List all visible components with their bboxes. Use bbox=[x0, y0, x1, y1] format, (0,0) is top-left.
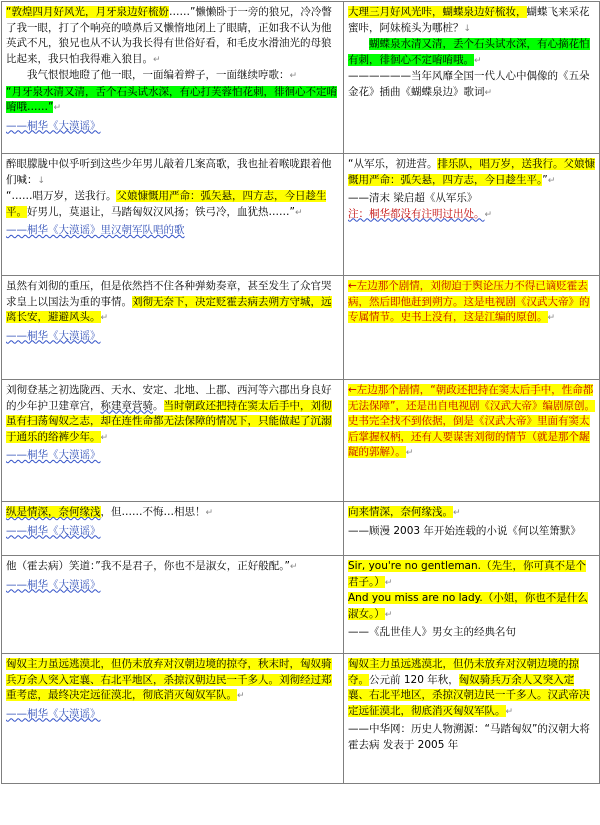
return-mark: ↵ bbox=[505, 706, 514, 717]
down-mark: ↓ bbox=[37, 175, 46, 186]
text: 醉眼朦胧中似乎听到这些少年男儿敲着几案高歌，我也扯着喉咙跟着他们喊： bbox=[6, 158, 332, 186]
return-mark: ↵ bbox=[474, 55, 482, 66]
highlight-yellow: 匈奴主力虽远逃漠北，但仍未放弃对汉朝边境的掠夺，秋末时，匈奴骑兵万余人突入定襄、右北平地区，杀掠汉朝边民一千多人。刘彻经过郑重考虑，最终决定远征漠北，彻底消灭匈奴军队。 bbox=[6, 658, 332, 701]
return-mark: ↵ bbox=[53, 103, 61, 113]
source-line: ——《乱世佳人》男女主的经典名句 bbox=[348, 626, 516, 638]
source-line: ——顾漫 2003 年开始连载的小说《何以笙箫默》 bbox=[348, 524, 581, 537]
table-cell-right bbox=[344, 276, 600, 380]
return-mark: ↵ bbox=[547, 175, 556, 186]
return-mark: ↵ bbox=[289, 562, 298, 572]
text: 虽然有刘彻的重压，但是依然挡不住各种弹劾奏章，甚至发生了众官哭求皇上以国法为重的事情。 bbox=[6, 280, 332, 308]
table-cell-right bbox=[344, 502, 600, 556]
text: 。 bbox=[153, 399, 164, 412]
paragraph bbox=[6, 68, 339, 85]
text: 他（霍去病）笑道：”我不是君子，你也不是淑女，正好般配。” bbox=[6, 560, 290, 572]
highlight-yellow: And you miss are no lady.（小姐，你也不是什么淑女。） bbox=[348, 592, 588, 620]
highlight-green: “月牙泉水清又清，舌个石头试水深，有心打芙蓉怕花刺，徘徊心不定唷唷哦……” bbox=[6, 85, 337, 113]
return-mark: ↵ bbox=[100, 313, 109, 323]
paragraph bbox=[348, 657, 595, 720]
table-cell-left bbox=[2, 154, 344, 276]
text: 蝴蝶飞来采花蜜咔，阿妹梳头为哪桩？ bbox=[348, 6, 590, 34]
return-mark: ↵ bbox=[205, 508, 214, 518]
source-line: ——桐华《大漠谣》 bbox=[6, 578, 101, 591]
highlight-yellow: 匈奴主力虽远逃漠北，但仍未放弃对汉朝边境的掠夺。 bbox=[348, 658, 579, 686]
paragraph bbox=[348, 157, 595, 189]
table-row bbox=[2, 654, 600, 784]
highlight-note: ←左边那个剧情，刘彻迫于舆论压力不得已谪贬霍去病，然后即他赶到朔方。这是电视剧《汉武大帝》的专属情节。史书上没有，这是江编的原创。 bbox=[348, 280, 590, 323]
paragraph bbox=[348, 279, 595, 327]
paragraph bbox=[6, 189, 339, 221]
table-row bbox=[2, 380, 600, 502]
source-line: ——清末 梁启超《从军乐》 bbox=[348, 192, 478, 204]
return-mark: ↵ bbox=[100, 432, 109, 443]
table-cell-left bbox=[2, 502, 344, 556]
table-cell-left bbox=[2, 556, 344, 654]
source-text: ——桐华《大漠谣》里汉朝军队唱的歌 bbox=[6, 224, 185, 236]
text: 我气恨恨地瞪了他一眼，一面编着辫子，一面继续哼歌： bbox=[27, 69, 290, 81]
table-row bbox=[2, 502, 600, 556]
return-mark: ↵ bbox=[237, 691, 245, 701]
table-cell-right bbox=[344, 2, 600, 154]
source-line: ——桐华《大漠谣》 bbox=[6, 524, 101, 537]
table-cell-left bbox=[2, 654, 344, 784]
source-line: ——桐华《大漠谣》 bbox=[6, 329, 101, 342]
highlight-yellow: 当时朝政还把持在窦太后手中，刘彻虽有扫荡匈奴之志，却在连性命都无法保障的情况下，只能做起了沉溺于通乐的绤裤少年。 bbox=[6, 399, 332, 443]
return-mark: ↵ bbox=[484, 87, 493, 98]
paragraph bbox=[6, 5, 339, 68]
return-mark: ↵ bbox=[547, 313, 556, 323]
comparison-table bbox=[1, 1, 600, 784]
table-row bbox=[2, 276, 600, 380]
return-mark: ↵ bbox=[484, 209, 493, 220]
table-cell-right bbox=[344, 556, 600, 654]
down-mark: ↓ bbox=[463, 23, 472, 34]
highlight-yellow: 排乐队，唱万岁，送我行。父娘慷慨用严命：弧矢悬，四方志，今日趁生平。 bbox=[348, 158, 595, 186]
paragraph bbox=[348, 591, 595, 623]
underlined-text: 称建章营骑 bbox=[100, 399, 153, 412]
return-mark: ↵ bbox=[384, 577, 393, 588]
table-cell-right bbox=[344, 380, 600, 502]
paragraph bbox=[6, 383, 339, 446]
table-row bbox=[2, 154, 600, 276]
paragraph bbox=[6, 657, 339, 705]
paragraph bbox=[6, 85, 339, 117]
paragraph bbox=[348, 37, 595, 69]
table-row bbox=[2, 556, 600, 654]
return-mark: ↵ bbox=[453, 508, 461, 518]
return-mark: ↵ bbox=[153, 54, 161, 65]
paragraph bbox=[348, 383, 595, 462]
source-line: ——桐华《大漠谣》 bbox=[6, 449, 101, 461]
table-cell-right bbox=[344, 154, 600, 276]
source-line bbox=[6, 223, 339, 239]
paragraph bbox=[348, 505, 595, 522]
text: “……唱万岁，送我行。 bbox=[6, 190, 117, 202]
table-cell-left bbox=[2, 2, 344, 154]
table-cell-left bbox=[2, 276, 344, 380]
paragraph bbox=[348, 5, 595, 37]
table-row bbox=[2, 2, 600, 154]
return-mark: ↵ bbox=[289, 71, 298, 81]
return-mark: ↵ bbox=[294, 207, 303, 218]
highlight-note: ←左边那个剧情，“朝政还把持在窦太后手中，性命都无法保障”，还是出自电视剧《汉武大帝》编剧原创。史书完全找不到依据，倒是《汉武大帝》里面有窦太后掌握权柄，还有人要谋害刘彻的情节（就是那个龌龊的郭解）。 bbox=[348, 384, 595, 458]
highlight-yellow: 匈奴骑兵万余人又突入定襄、右北平地区，杀掠汉朝边民一千多人。汉武帝决定远征漠北，彻底消灭匈奴军队。 bbox=[348, 673, 590, 717]
return-mark: ↵ bbox=[405, 448, 414, 458]
paragraph bbox=[348, 559, 595, 591]
text: ——————当年风靡全国一代人心中偶像的《五朵金花》插曲《蝴蝶泉边》歌词 bbox=[348, 70, 590, 98]
highlight-yellow: 父娘慷慨用严命：弧矢悬，四方志，今日趁生平。 bbox=[6, 190, 327, 218]
text: ……”懒懒卧于一旁的狼兄，冷冷瞥了我一眼，打了个响亮的喷鼻后又懒惰地闭上了眼睛，正如我不认为他英武不凡，狼兄也从不认为我长得有世俗好看，和毛皮水滑油光的母狼比起来，我只怕我得难入狼目。 bbox=[6, 6, 332, 65]
paragraph bbox=[348, 69, 595, 101]
table-cell-right bbox=[344, 654, 600, 784]
text: ” bbox=[542, 173, 548, 186]
source-line: ——桐华《大漠谣》 bbox=[6, 707, 101, 720]
highlight-yellow: 刘彻无奈下，决定贬霍去病去朔方守城，远离长安，避避风头。 bbox=[6, 295, 332, 323]
paragraph bbox=[6, 559, 339, 576]
table-cell-left bbox=[2, 380, 344, 502]
text: 公元前 120 年秋， bbox=[369, 673, 459, 686]
note-text: 注：桐华都没有注明过出处。 bbox=[348, 207, 485, 220]
return-mark: ↵ bbox=[384, 609, 393, 620]
highlight-yellow: “敦煌四月好风光，月牙泉边好梳妢 bbox=[6, 6, 169, 18]
text: 好男儿，莫退让，马踏匈奴汉风扬；铁弓冷，血犹热……” bbox=[27, 205, 295, 218]
highlight-yellow: Sir, you're no gentleman.（先生，你可真不是个君子。） bbox=[348, 560, 586, 588]
text: 刘彻登基之初选陇西、天水、安定、北地、上郡、西河等六郡出身良好的少年护卫建章宫， bbox=[6, 384, 332, 412]
highlight-yellow: 纵是情深，奈何缘浅 bbox=[6, 506, 101, 518]
text: “从军乐，初进营。 bbox=[348, 158, 438, 170]
paragraph bbox=[6, 505, 339, 522]
highlight-green: 蝴蝶泉水清又清，丢个石头试水深，有心摘花怕有刺，徘徊心不定唷唷哦。 bbox=[348, 38, 590, 66]
highlight-yellow: 向来情深，奈何缘浅。 bbox=[348, 506, 453, 518]
text: ，但……不悔…相思！ bbox=[100, 506, 206, 518]
source-line: ——桐华《大漠谣》 bbox=[6, 119, 101, 132]
source-line: ——中华网：历史人物溯源：“马踏匈奴”的汉朝大将霍去病 发表于 2005 年 bbox=[348, 723, 590, 751]
highlight-yellow: 大理三月好风光咔，蝴蝶泉边好梳妆， bbox=[348, 6, 527, 18]
paragraph bbox=[6, 157, 339, 189]
paragraph bbox=[6, 279, 339, 327]
note-line bbox=[348, 207, 595, 224]
